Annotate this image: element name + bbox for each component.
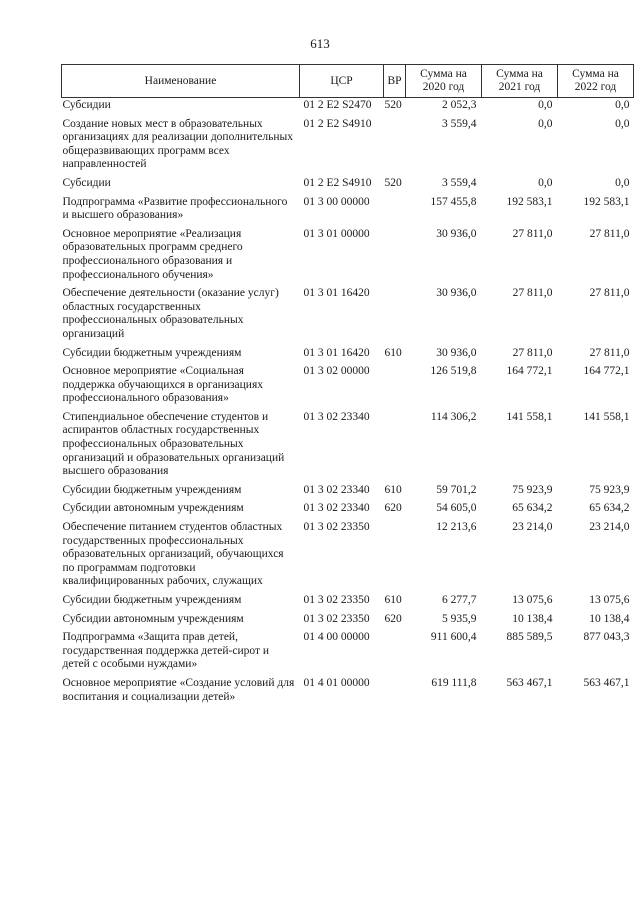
row-sum-2022: 10 138,4: [589, 612, 630, 625]
row-csr: 01 3 00 00000: [303, 195, 370, 208]
row-sum-2020: 3 559,4: [442, 117, 477, 130]
row-sum-2020: 114 306,2: [430, 410, 477, 423]
row-csr: 01 3 02 23350: [303, 594, 370, 606]
row-vr: [384, 286, 406, 345]
table-row: [62, 195, 634, 227]
table-row: [62, 676, 634, 708]
row-sum-2020: 54 605,0: [436, 502, 477, 515]
row-csr: 01 2 E2 S2470: [303, 99, 372, 111]
row-sum-2021: 10 138,4: [512, 612, 553, 625]
row-sum-2020: 12 213,6: [436, 521, 477, 534]
table-row: [62, 410, 634, 483]
row-csr: 01 3 02 23350: [303, 521, 370, 534]
row-sum-2020: 5 935,9: [442, 612, 477, 625]
row-csr: 01 4 01 00000: [303, 676, 370, 689]
row-sum-2022: 23 214,0: [589, 521, 630, 534]
row-vr: [384, 630, 406, 676]
row-csr: 01 3 02 23350: [303, 612, 370, 625]
row-vr: [384, 117, 406, 176]
row-vr: [384, 676, 406, 708]
row-vr: [384, 195, 406, 227]
row-sum-2022: 0,0: [615, 99, 630, 111]
row-name: Субсидии: [62, 176, 111, 189]
budget-table: [61, 64, 634, 708]
row-vr: [384, 227, 406, 286]
row-vr: [384, 520, 406, 593]
row-vr: 610: [384, 346, 402, 359]
row-csr: 01 3 02 23340: [303, 483, 370, 496]
table-body: [62, 98, 634, 709]
table-row: [62, 630, 634, 676]
header-csr: ЦСР: [300, 65, 384, 98]
row-csr: 01 3 01 16420: [303, 346, 370, 359]
row-name: Основное мероприятие «Реализация образовательных программ среднего профессионального образования и профессионального обучения»: [62, 227, 243, 281]
row-sum-2022: 563 467,1: [583, 676, 630, 689]
row-sum-2022: 164 772,1: [583, 365, 630, 378]
row-name: Основное мероприятие «Создание условий для воспитания и социализации детей»: [62, 676, 295, 703]
row-sum-2020: 157 455,8: [430, 195, 477, 208]
row-name: Обеспечение деятельности (оказание услуг) областных государственных профессиональных образовательных организаций: [62, 287, 279, 340]
row-sum-2022: 877 043,3: [583, 631, 630, 644]
row-name: Субсидии бюджетным учреждениям: [62, 346, 242, 359]
table-row: [62, 117, 634, 176]
row-sum-2021: 0,0: [538, 117, 553, 130]
row-name: Обеспечение питанием студентов областных государственных профессиональных образовательных организаций, обучающихся по программам подготовки квалифицированных рабочих, служащих: [62, 521, 284, 588]
table-header: [62, 65, 634, 98]
row-sum-2021: 0,0: [538, 176, 553, 189]
row-name: Субсидии: [62, 99, 111, 111]
row-sum-2021: 141 558,1: [506, 410, 553, 423]
row-sum-2020: 59 701,2: [436, 483, 477, 496]
row-name: Субсидии бюджетным учреждениям: [62, 483, 242, 496]
row-vr: [384, 364, 406, 410]
row-sum-2020: 126 519,8: [430, 365, 477, 378]
table-row: [62, 501, 634, 520]
row-csr: 01 3 01 16420: [303, 287, 370, 300]
row-name: Создание новых мест в образовательных организациях для реализации дополнительных общеразвивающих программ всех направленностей: [62, 117, 293, 171]
row-csr: 01 3 02 23340: [303, 502, 370, 515]
header-sum-2020: Сумма на 2020 год: [406, 65, 482, 98]
row-sum-2022: 65 634,2: [589, 502, 630, 515]
row-sum-2022: 0,0: [615, 176, 630, 189]
row-sum-2021: 75 923,9: [512, 483, 553, 496]
row-name: Основное мероприятие «Социальная поддержка обучающихся в организациях профессионального образования»: [62, 365, 263, 405]
row-csr: 01 3 02 23340: [303, 410, 370, 423]
row-vr: 520: [384, 176, 402, 189]
row-name: Субсидии автономным учреждениям: [62, 612, 244, 625]
row-sum-2021: 65 634,2: [512, 502, 553, 515]
row-vr: 620: [384, 502, 402, 515]
row-vr: 620: [384, 612, 402, 625]
table-row: [62, 593, 634, 612]
row-sum-2022: 13 075,6: [589, 594, 630, 606]
row-sum-2022: 27 811,0: [589, 227, 630, 240]
row-name: Подпрограмма «Защита прав детей, государственная поддержка детей-сирот и детей с особыми нуждами»: [62, 631, 270, 671]
row-vr: [384, 410, 406, 483]
row-sum-2020: 2 052,3: [442, 99, 477, 111]
header-name: Наименование: [62, 65, 300, 98]
row-sum-2020: 619 111,8: [431, 676, 477, 689]
row-sum-2021: 27 811,0: [512, 287, 553, 300]
table-row: [62, 227, 634, 286]
table-row: [62, 176, 634, 195]
row-csr: 01 3 01 00000: [303, 227, 370, 240]
row-sum-2021: 563 467,1: [506, 676, 553, 689]
row-sum-2021: 13 075,6: [512, 594, 553, 606]
row-sum-2022: 141 558,1: [583, 410, 630, 423]
row-sum-2021: 27 811,0: [512, 227, 553, 240]
row-sum-2022: 192 583,1: [583, 195, 630, 208]
table-row: [62, 364, 634, 410]
table-row: [62, 483, 634, 502]
header-vr: ВР: [384, 65, 406, 98]
row-csr: 01 2 E2 S4910: [303, 176, 372, 189]
row-csr: 01 3 02 00000: [303, 365, 370, 378]
row-name: Стипендиальное обеспечение студентов и аспирантов областных государственных профессиональных образовательных организаций и образовательных организаций высшего образования: [62, 410, 285, 478]
row-sum-2021: 27 811,0: [512, 346, 553, 359]
row-sum-2021: 164 772,1: [506, 365, 553, 378]
row-sum-2022: 0,0: [615, 117, 630, 130]
table-row: [62, 612, 634, 631]
row-vr: 610: [384, 483, 402, 496]
row-sum-2021: 0,0: [538, 99, 553, 111]
row-name: Подпрограмма «Развитие профессионального и высшего образования»: [62, 195, 288, 222]
table-row: [62, 286, 634, 345]
row-sum-2022: 75 923,9: [589, 483, 630, 496]
table-row: [62, 346, 634, 365]
page-number: 613: [310, 36, 330, 51]
row-vr: 520: [384, 99, 402, 111]
row-sum-2020: 911 600,4: [430, 631, 477, 644]
row-sum-2020: 3 559,4: [442, 176, 477, 189]
row-sum-2020: 30 936,0: [436, 346, 477, 359]
row-sum-2020: 30 936,0: [436, 287, 477, 300]
table-row: [62, 520, 634, 593]
row-name: Субсидии автономным учреждениям: [62, 502, 244, 515]
table-row: [62, 98, 634, 117]
row-sum-2020: 6 277,7: [442, 594, 477, 606]
header-sum-2022: Сумма на 2022 год: [558, 65, 634, 98]
row-csr: 01 4 00 00000: [303, 631, 370, 644]
row-name: Субсидии бюджетным учреждениям: [62, 594, 242, 606]
row-sum-2020: 30 936,0: [436, 227, 477, 240]
row-sum-2021: 192 583,1: [506, 195, 553, 208]
row-sum-2021: 23 214,0: [512, 521, 553, 534]
row-sum-2021: 885 589,5: [506, 631, 553, 644]
row-sum-2022: 27 811,0: [589, 346, 630, 359]
row-csr: 01 2 E2 S4910: [303, 117, 372, 130]
row-vr: 610: [384, 594, 402, 606]
row-sum-2022: 27 811,0: [589, 287, 630, 300]
header-sum-2021: Сумма на 2021 год: [482, 65, 558, 98]
